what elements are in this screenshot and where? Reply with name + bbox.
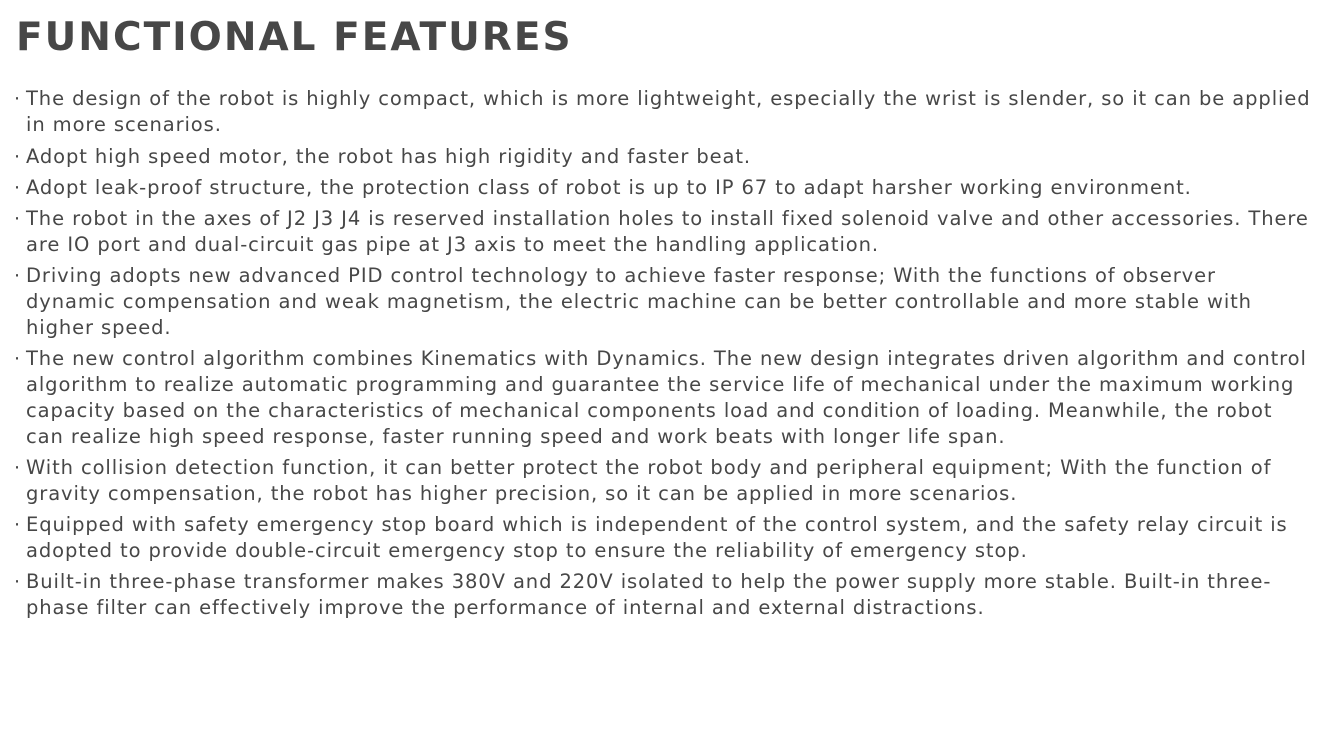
feature-item: [16, 346, 1312, 450]
feature-item: [16, 144, 1312, 170]
feature-item: [16, 175, 1312, 201]
feature-text: Adopt high speed motor, the robot has high rigidity and faster beat.: [26, 145, 752, 168]
bullet-icon: ·: [14, 348, 21, 370]
bullet-icon: ·: [14, 208, 21, 230]
feature-item: [16, 263, 1312, 341]
feature-text: Adopt leak-proof structure, the protection class of robot is up to IP 67 to adapt harsher working environment.: [26, 176, 1192, 199]
bullet-icon: ·: [14, 88, 21, 110]
bullet-icon: ·: [14, 571, 21, 593]
bullet-icon: ·: [14, 514, 21, 536]
bullet-icon: ·: [14, 177, 21, 199]
document-page: [14, 14, 1312, 619]
feature-text: The robot in the axes of J2 J3 J4 is reserved installation holes to install fixed solenoid valve and other accessories. There are IO port and dual-circuit gas pipe at J3 axis to meet the handling application.: [26, 207, 1309, 256]
feature-text: The design of the robot is highly compact, which is more lightweight, especially the wrist is slender, so it can be applied in more scenarios.: [26, 87, 1311, 136]
feature-item: [16, 86, 1312, 138]
feature-item: [16, 206, 1312, 258]
bullet-icon: ·: [14, 146, 21, 168]
feature-item: [16, 512, 1312, 564]
feature-item: [16, 455, 1312, 507]
feature-item: [16, 569, 1312, 621]
bullet-icon: ·: [14, 265, 21, 287]
bullet-icon: ·: [14, 457, 21, 479]
feature-text: Driving adopts new advanced PID control technology to achieve faster response; With the functions of observer dynamic compensation and weak magnetism, the electric machine can be better controllable and more stable with higher speed.: [26, 264, 1252, 339]
feature-text: With collision detection function, it can better protect the robot body and peripheral equipment; With the function of gravity compensation, the robot has higher precision, so it can be applied in more scenarios.: [26, 456, 1272, 505]
feature-text: The new control algorithm combines Kinematics with Dynamics. The new design integrates driven algorithm and control algorithm to realize automatic programming and guarantee the service life of mechanical under the maximum working capacity based on the characteristics of mechanical components load and condition of loading. Meanwhile, the robot can realize high speed response, faster running speed and work beats with longer life span.: [26, 347, 1307, 448]
feature-text: Built-in three-phase transformer makes 380V and 220V isolated to help the power supply more stable. Built-in three-phase filter can effectively improve the performance of internal and external distractions.: [26, 570, 1272, 619]
page-title: FUNCTIONAL FEATURES: [16, 15, 573, 60]
feature-list: [16, 86, 1312, 626]
feature-text: Equipped with safety emergency stop board which is independent of the control system, and the safety relay circuit is adopted to provide double-circuit emergency stop to ensure the reliability of emergency stop.: [26, 513, 1288, 562]
